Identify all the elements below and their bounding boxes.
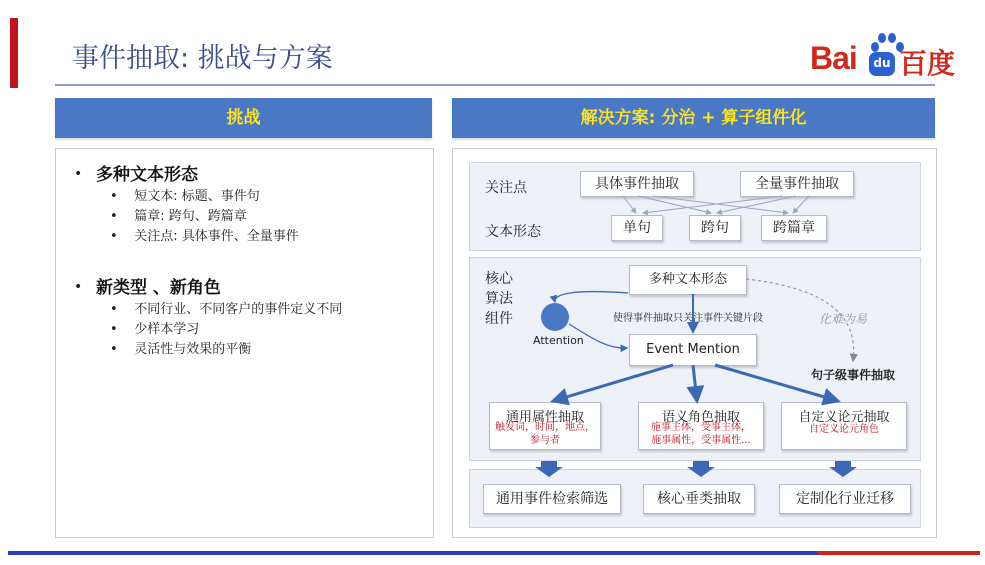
challenge-header: 挑战 [55,98,432,138]
multi-form-box: 多种文本形态 [629,265,747,295]
component-general: 通用属性抽取 [489,402,601,450]
sentence-level-label: 句子级事件抽取 [811,368,896,382]
solution-header: 解决方案: 分治 + 算子组件化 [452,98,935,138]
component-semantic-role-detail: 施事主体，受事主体， 施事属性，受事属性... [651,422,751,446]
logo-du: du [869,52,895,76]
header-divider [55,84,935,86]
diagram-connectors [453,149,936,537]
challenge-group-title: 新类型 、新角色 [96,278,221,298]
footer-blue-line [8,551,818,555]
bullet-icon: • [74,279,83,295]
simplify-note: 化难为易 [819,312,868,326]
baidu-logo [810,38,965,82]
list-item: • 短文本: 标题、事件句 [110,189,260,204]
attention-curve-in [555,292,628,302]
list-item: • 不同行业、不同客户的事件定义不同 [110,302,343,317]
attention-curve-out [569,324,627,348]
form-cross-sentence: 跨句 [689,215,741,241]
bullet-icon: • [74,166,83,182]
focus-form-lines [623,196,809,213]
challenge-group-title: 多种文本形态 [96,165,198,185]
component-semantic-role: 语义角色抽取 [638,402,764,450]
application-vertical: 核心垂类抽取 [643,484,755,514]
application-retrieval: 通用事件检索筛选 [483,484,621,514]
accent-bar [10,18,18,88]
footer-red-line [818,551,980,555]
core-label: 核心 算法 组件 [485,271,513,327]
focus-note: 使得事件抽取只关注事件关键片段 [613,313,763,324]
page-title: 事件抽取: 挑战与方案 [72,43,333,74]
event-mention-box: Event Mention [629,334,757,366]
component-custom-argument-detail: 自定义论元角色 [809,424,879,435]
focus-all-events: 全量事件抽取 [740,171,854,197]
component-custom-argument: 自定义论元抽取 [781,402,907,450]
focus-specific-event: 具体事件抽取 [580,171,694,197]
down-arrows [535,461,857,477]
form-label: 文本形态 [485,224,541,240]
focus-label: 关注点 [485,180,527,196]
solution-panel [452,148,937,538]
component-general-detail: 触发词，时间，地点， 参与者 [495,422,595,446]
attention-label: Attention [533,334,584,347]
list-item: • 少样本学习 [110,322,200,337]
form-cross-document: 跨篇章 [761,215,827,241]
application-industry: 定制化行业迁移 [779,484,911,514]
list-item: • 关注点: 具体事件、全量事件 [110,229,299,244]
simplify-dashed-arrow [746,279,854,361]
logo-latin: Bai [810,40,857,76]
challenge-panel [55,148,434,538]
logo-chinese: 百度 [899,47,956,80]
form-single-sentence: 单句 [611,215,663,241]
list-item: • 篇章: 跨句、跨篇章 [110,209,247,224]
list-item: • 灵活性与效果的平衡 [110,342,252,357]
